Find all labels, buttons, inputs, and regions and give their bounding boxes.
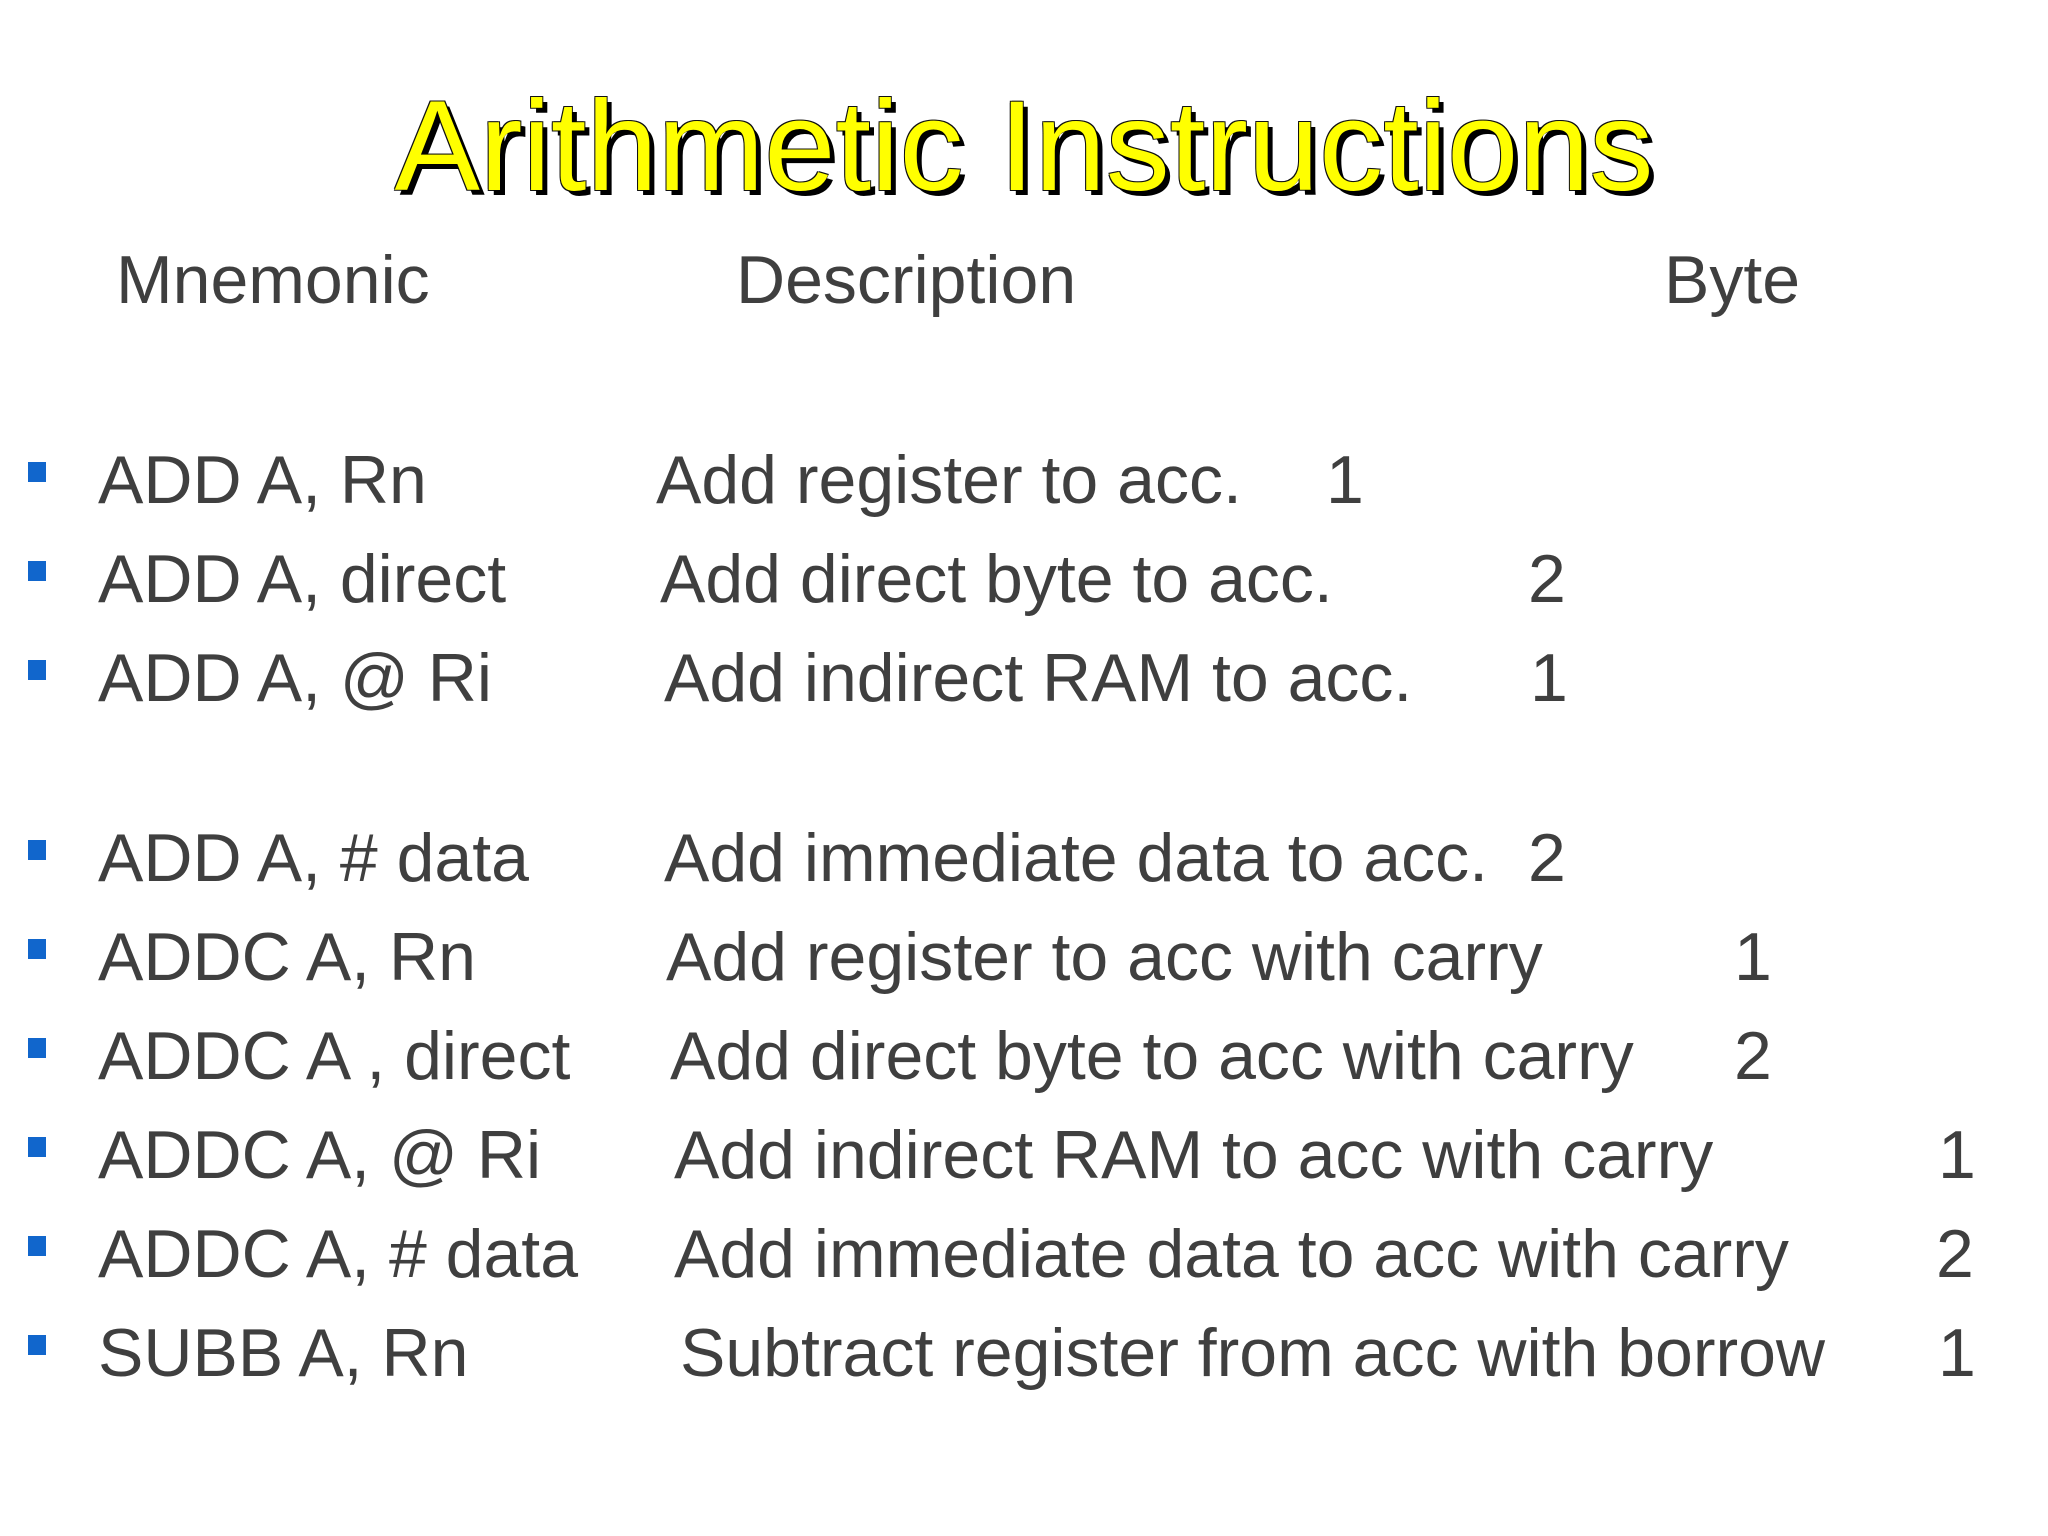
list-item <box>0 440 2048 530</box>
description: Add register to acc. <box>656 442 1242 518</box>
mnemonic: ADDC A, @ Ri <box>98 1117 542 1193</box>
list-item <box>0 1313 2048 1403</box>
mnemonic: ADD A, direct <box>98 541 507 617</box>
list-item <box>0 818 2048 908</box>
description: Add immediate data to acc with carry <box>674 1216 1789 1292</box>
bullet-icon <box>28 1137 46 1157</box>
list-item <box>0 1115 2048 1205</box>
byte-count: 2 <box>1528 541 1566 617</box>
header-description: Description <box>736 242 1077 318</box>
byte-count: 2 <box>1734 1018 1772 1094</box>
mnemonic: SUBB A, Rn <box>98 1315 469 1391</box>
byte-count: 2 <box>1528 820 1566 896</box>
description: Add register to acc with carry <box>666 919 1543 995</box>
list-item <box>0 1214 2048 1304</box>
bullet-icon <box>28 1335 46 1355</box>
bullet-icon <box>28 660 46 680</box>
bullet-icon <box>28 561 46 581</box>
byte-count: 1 <box>1938 1315 1976 1391</box>
description: Add indirect RAM to acc with carry <box>674 1117 1714 1193</box>
list-item <box>0 1016 2048 1106</box>
byte-count: 1 <box>1938 1117 1976 1193</box>
list-item <box>0 638 2048 728</box>
description: Add immediate data to acc. <box>664 820 1489 896</box>
mnemonic: ADDC A, # data <box>98 1216 579 1292</box>
bullet-icon <box>28 462 46 482</box>
mnemonic: ADD A, Rn <box>98 442 427 518</box>
bullet-icon <box>28 1236 46 1256</box>
mnemonic: ADD A, # data <box>98 820 529 896</box>
description: Subtract register from acc with borrow <box>680 1315 1826 1391</box>
slide-title: Arithmetic Instructions <box>394 75 1654 218</box>
description: Add indirect RAM to acc. <box>664 640 1413 716</box>
list-item <box>0 917 2048 1007</box>
mnemonic: ADD A, @ Ri <box>98 640 492 716</box>
bullet-icon <box>28 840 46 860</box>
byte-count: 2 <box>1936 1216 1974 1292</box>
description: Add direct byte to acc. <box>660 541 1333 617</box>
byte-count: 1 <box>1530 640 1568 716</box>
header-byte: Byte <box>1664 242 1801 318</box>
byte-count: 1 <box>1734 919 1772 995</box>
list-item <box>0 539 2048 629</box>
header-mnemonic: Mnemonic <box>116 242 430 318</box>
mnemonic: ADDC A, Rn <box>98 919 476 995</box>
mnemonic: ADDC A , direct <box>98 1018 571 1094</box>
byte-count: 1 <box>1326 442 1364 518</box>
bullet-icon <box>28 1038 46 1058</box>
bullet-icon <box>28 939 46 959</box>
description: Add direct byte to acc with carry <box>670 1018 1634 1094</box>
